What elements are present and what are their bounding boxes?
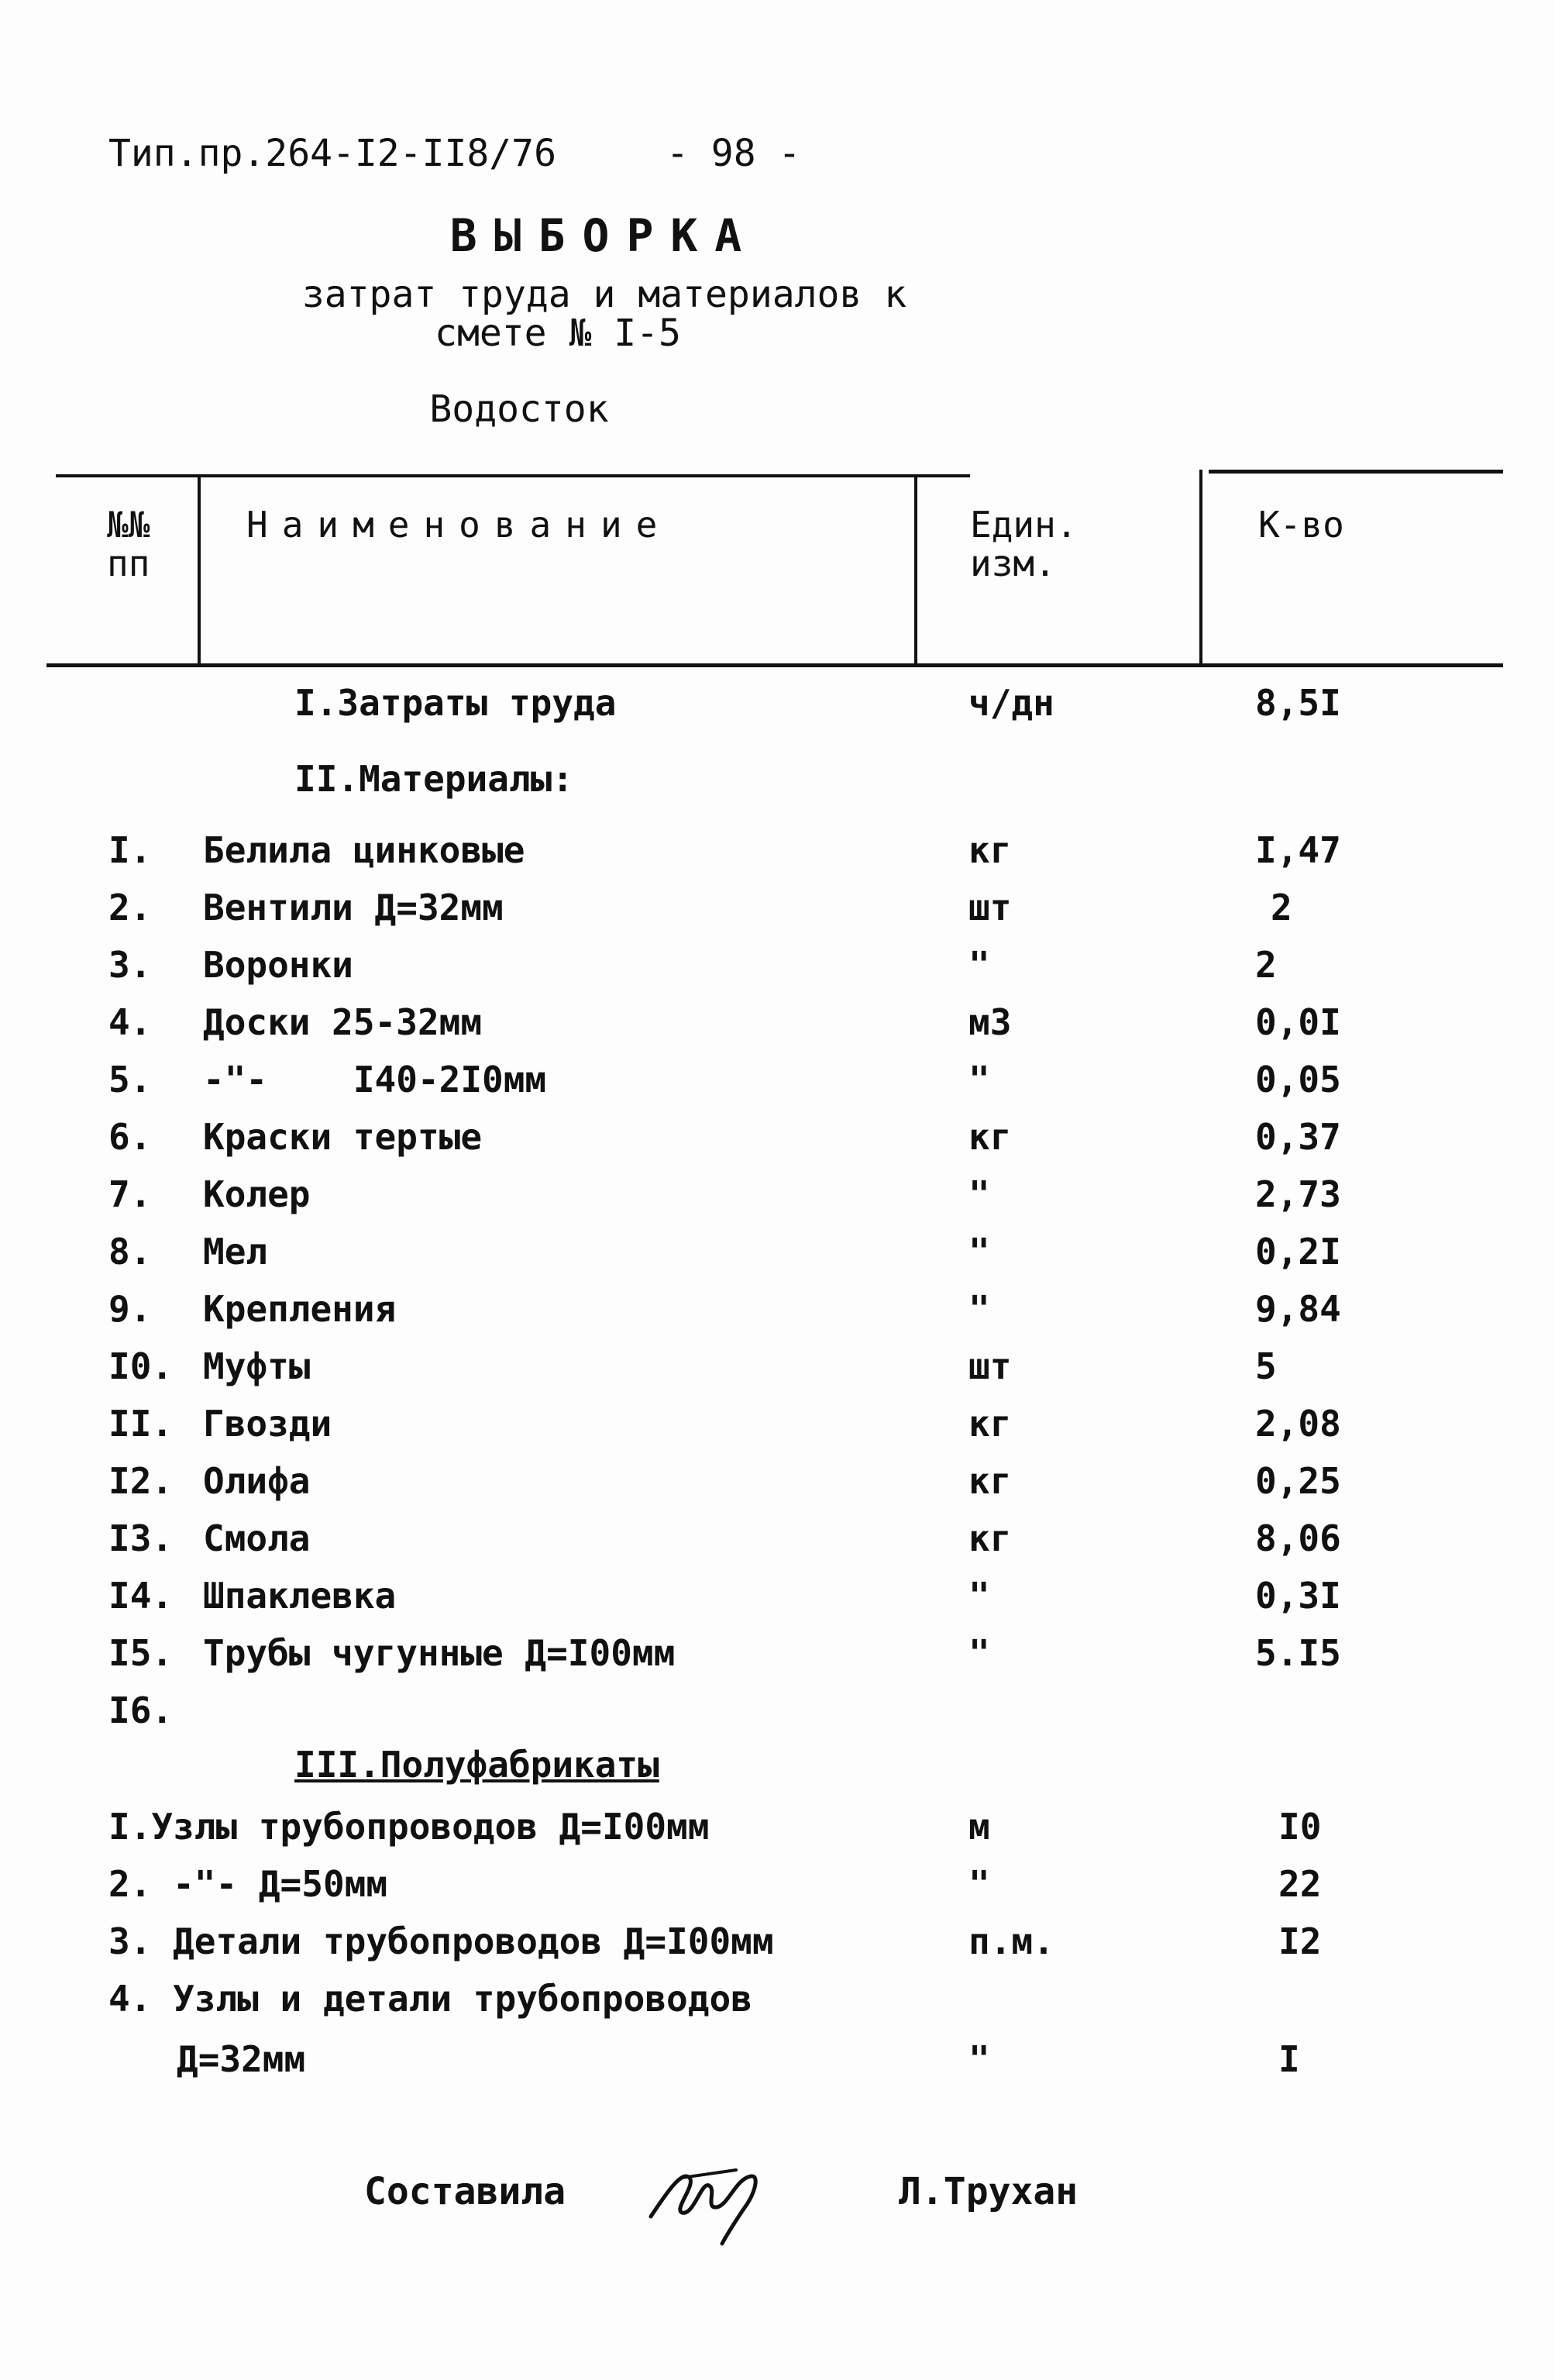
table-row: 2. Вентили Д=32мм шт 2 <box>108 887 1292 928</box>
labor-label: I.Затраты труда <box>294 682 617 724</box>
section-name: Водосток <box>429 387 609 431</box>
table-row: 9. Крепления " 9,84 <box>108 1288 1341 1330</box>
table-row: I5. Трубы чугунные Д=I00мм " 5.I5 <box>108 1632 1341 1674</box>
materials-heading: II.Материалы: <box>294 758 574 800</box>
labor-qty: 8,5I <box>1255 682 1341 724</box>
header-name: Наименование <box>246 504 672 546</box>
list-item: 2. -"- Д=50мм " 22 <box>108 1863 1322 1905</box>
table-row: I0. Муфты шт 5 <box>108 1345 1277 1387</box>
table-row: I. Белила цинковые кг I,47 <box>108 829 1341 871</box>
document-code: Тип.пр.264-I2-II8/76 <box>108 132 556 175</box>
column-divider-3 <box>1199 470 1202 665</box>
list-item: I.Узлы трубопроводов Д=I00мм м I0 <box>108 1806 1322 1848</box>
table-row: 7. Колер " 2,73 <box>108 1173 1341 1215</box>
compiled-by-label: Составила <box>364 2170 566 2213</box>
semi-finished-heading: III.Полуфабрикаты <box>294 1744 659 1786</box>
table-row: I6. <box>108 1689 174 1731</box>
header-unit-line2: изм. <box>970 542 1056 584</box>
list-item: 4. Узлы и детали трубопроводов <box>108 1978 752 2020</box>
header-num-line2: пп <box>107 542 150 584</box>
table-row: 5. -"- I40-2I0мм " 0,05 <box>108 1059 1341 1100</box>
table-top-rule-right <box>1209 470 1503 474</box>
table-row: 4. Доски 25-32мм м3 0,0I <box>108 1001 1341 1043</box>
table-row: 3. Воронки " 2 <box>108 944 1277 986</box>
column-divider-1 <box>198 474 201 665</box>
table-top-rule-left <box>56 474 970 477</box>
list-item: 3. Детали трубопроводов Д=I00мм п.м. I2 <box>108 1920 1322 1962</box>
labor-unit: ч/дн <box>968 682 1054 724</box>
table-row: I3. Смола кг 8,06 <box>108 1517 1341 1559</box>
table-header-bottom-rule <box>46 663 1503 667</box>
header-qty: К-во <box>1258 504 1344 546</box>
page-number: - 98 - <box>666 132 801 175</box>
page-title: ВЫБОРКА <box>449 209 759 262</box>
header-unit-line1: Един. <box>970 504 1078 546</box>
table-row: 6. Краски тертые кг 0,37 <box>108 1116 1341 1158</box>
subtitle-line-2: смете № I-5 <box>435 312 681 355</box>
compiler-name: Л.Трухан <box>899 2170 1079 2213</box>
table-row: I4. Шпаклевка " 0,3I <box>108 1575 1341 1617</box>
table-row: II. Гвозди кг 2,08 <box>108 1403 1341 1445</box>
table-row: 8. Мел " 0,2I <box>108 1231 1341 1273</box>
table-row: I2. Олифа кг 0,25 <box>108 1460 1341 1502</box>
subtitle-line-1: затрат труда и материалов к <box>301 273 907 316</box>
list-item: Д=32мм " I <box>177 2038 1300 2080</box>
column-divider-2 <box>914 474 917 665</box>
header-num-line1: №№ <box>107 504 150 546</box>
labor-row <box>0 682 1555 736</box>
signature <box>635 2147 775 2247</box>
